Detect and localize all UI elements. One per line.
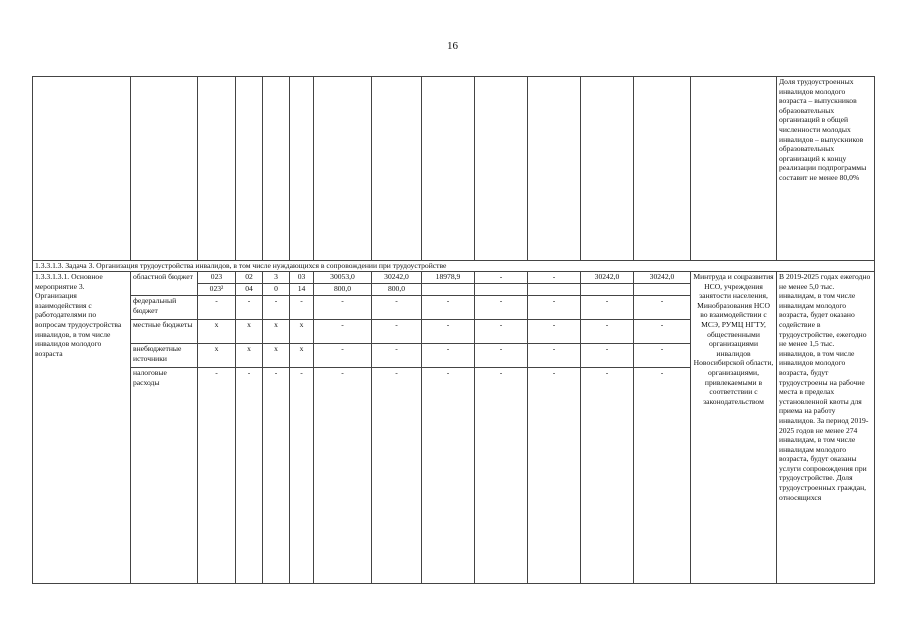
value-cell: - bbox=[581, 320, 634, 344]
value-cell: - bbox=[528, 272, 581, 284]
value-cell: 30242,0 bbox=[581, 272, 634, 284]
value-cell: - bbox=[528, 296, 581, 320]
activity-name: 1.3.3.1.3.1. Основное мероприятие 3. Организация взаимодействия с работодателями по вопросам трудоустройства инвалидов, в том числе инвалидов молодого возраста bbox=[33, 272, 131, 584]
value-cell: - bbox=[372, 296, 422, 320]
indicator-cell: Доля трудоустроенных инвалидов молодого возраста – выпускников образовательных организаций в общей численности молодых инвалидов – выпускников образовательных организаций к концу реализации подпрограммы составит не менее 80,0% bbox=[777, 77, 875, 261]
csr-code: x bbox=[290, 320, 314, 344]
pr-code: - bbox=[263, 368, 290, 584]
value-cell: - bbox=[314, 368, 372, 584]
value-cell: 30053,0 bbox=[314, 272, 372, 284]
grbs-code: x bbox=[198, 344, 236, 368]
value-cell: 800,0 bbox=[372, 284, 422, 296]
value-cell: - bbox=[475, 368, 528, 584]
rz-code: 04 bbox=[236, 284, 263, 296]
csr-code: - bbox=[290, 296, 314, 320]
rz-code: - bbox=[236, 368, 263, 584]
value-cell: - bbox=[475, 344, 528, 368]
grbs-code: x bbox=[198, 320, 236, 344]
value-cell: 18978,9 bbox=[422, 272, 475, 284]
value-cell bbox=[475, 284, 528, 296]
csr-code: - bbox=[290, 368, 314, 584]
value-cell: - bbox=[581, 368, 634, 584]
pr-code: x bbox=[263, 320, 290, 344]
value-cell: - bbox=[314, 320, 372, 344]
csr-code: 03 bbox=[290, 272, 314, 284]
value-cell: - bbox=[634, 368, 691, 584]
value-cell: - bbox=[634, 320, 691, 344]
funding-source: федеральный бюджет bbox=[131, 296, 198, 320]
rz-code: x bbox=[236, 344, 263, 368]
value-cell: 800,0 bbox=[314, 284, 372, 296]
grbs-code: - bbox=[198, 296, 236, 320]
value-cell: - bbox=[528, 344, 581, 368]
value-cell: - bbox=[372, 320, 422, 344]
executors-cell: Минтруда и соцразвития НСО, учреждения занятости населения, Минобразования НСО во взаимодействии с МСЭ, РУМЦ НГТУ, общественными организациями инвалидов Новосибирской области, организациями, привлекаемыми в соответствии с законодательством bbox=[691, 272, 777, 584]
funding-source: местные бюджеты bbox=[131, 320, 198, 344]
value-cell: - bbox=[422, 296, 475, 320]
result-cell: В 2019-2025 годах ежегодно не менее 5,0 тыс. инвалидам, в том числе инвалидам молодого возраста, будет оказано содействие в трудоустройстве, ежегодно не менее 1,5 тыс. инвалидов, в том числе инвалидов молодого возраста, будут трудоустроены на рабочие места в пределах установленной квоты для приема на работу инвалидов. За период 2019-2025 годов не менее 274 инвалидам, в том числе инвалидам молодого возраста, будут оказаны услуги сопровождения при трудоустройстве. Доля трудоустроенных граждан, относящихся bbox=[777, 272, 875, 584]
value-cell: - bbox=[475, 296, 528, 320]
value-cell: - bbox=[475, 272, 528, 284]
value-cell: 30242,0 bbox=[634, 272, 691, 284]
value-cell: - bbox=[634, 296, 691, 320]
pr-code: 0 bbox=[263, 284, 290, 296]
value-cell: - bbox=[314, 344, 372, 368]
value-cell: - bbox=[528, 368, 581, 584]
pr-code: - bbox=[263, 296, 290, 320]
task-row bbox=[33, 261, 875, 272]
value-cell: - bbox=[422, 344, 475, 368]
value-cell bbox=[634, 284, 691, 296]
grbs-code: - bbox=[198, 368, 236, 584]
value-cell bbox=[581, 284, 634, 296]
funding-source: внебюджетные источники bbox=[131, 344, 198, 368]
value-cell: - bbox=[581, 296, 634, 320]
value-cell: - bbox=[372, 368, 422, 584]
page-number: 16 bbox=[447, 40, 458, 52]
value-cell: - bbox=[475, 320, 528, 344]
pr-code: 3 bbox=[263, 272, 290, 284]
rz-code: x bbox=[236, 320, 263, 344]
csr-code: x bbox=[290, 344, 314, 368]
value-cell: - bbox=[314, 296, 372, 320]
value-cell: - bbox=[634, 344, 691, 368]
value-cell bbox=[422, 284, 475, 296]
value-cell: - bbox=[422, 368, 475, 584]
value-cell: - bbox=[581, 344, 634, 368]
funding-source: налоговые расходы bbox=[131, 368, 198, 584]
task-heading: 1.3.3.1.3. Задача 3. Организация трудоустройства инвалидов, в том числе нуждающихся в сопровождении при трудоустройстве bbox=[33, 261, 875, 272]
value-cell: - bbox=[422, 320, 475, 344]
csr-code: 14 bbox=[290, 284, 314, 296]
funding-source: областной бюджет bbox=[131, 272, 198, 296]
grbs-code: 023² bbox=[198, 284, 236, 296]
rz-code: 02 bbox=[236, 272, 263, 284]
program-table bbox=[32, 76, 875, 584]
value-cell bbox=[528, 284, 581, 296]
value-cell: - bbox=[372, 344, 422, 368]
continuation-row bbox=[33, 77, 875, 261]
value-cell: 30242,0 bbox=[372, 272, 422, 284]
grbs-code: 023 bbox=[198, 272, 236, 284]
value-cell: - bbox=[528, 320, 581, 344]
table-row bbox=[33, 272, 875, 284]
pr-code: x bbox=[263, 344, 290, 368]
rz-code: - bbox=[236, 296, 263, 320]
